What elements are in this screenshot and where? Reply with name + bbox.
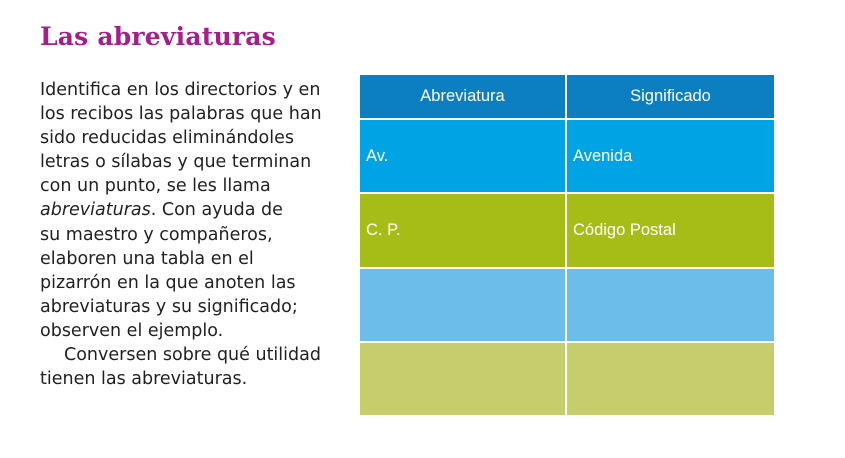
text-line: letras o sílabas y que terminan — [40, 152, 312, 173]
text-line: observen el ejemplo. — [40, 320, 224, 341]
text-fragment: . Con ayuda de — [150, 200, 283, 221]
text-line: sido reducidas eliminándoles — [40, 128, 294, 149]
page-title: Las abreviaturas — [40, 22, 276, 51]
instructions-text — [40, 78, 345, 391]
text-line: pizarrón en la que anoten las — [40, 272, 296, 293]
italic-term: abreviaturas — [40, 200, 151, 221]
text-line: Conversen sobre qué utilidad — [64, 345, 321, 366]
table-row-empty — [359, 268, 775, 342]
cell-abreviatura: C. P. — [359, 193, 566, 268]
cell-significado-empty — [566, 268, 775, 342]
cell-significado: Avenida — [566, 119, 775, 193]
text-line: los recibos las palabras que han — [40, 104, 322, 125]
table-row — [359, 119, 775, 193]
text-line: tienen las abreviaturas. — [40, 369, 248, 390]
header-significado: Significado — [566, 74, 775, 119]
header-abreviatura: Abreviatura — [359, 74, 566, 119]
text-line: Identifica en los directorios y en — [40, 80, 321, 100]
text-line: su maestro y compañeros, — [40, 224, 273, 245]
table-row — [359, 193, 775, 268]
abbreviations-table — [358, 73, 776, 417]
table-row-empty — [359, 342, 775, 416]
cell-significado: Código Postal — [566, 193, 775, 268]
text-line: elaboren una tabla en el — [40, 248, 254, 269]
text-line-italic — [40, 198, 345, 222]
cell-abreviatura-empty — [359, 342, 566, 416]
cell-abreviatura-empty — [359, 268, 566, 342]
cell-abreviatura: Av. — [359, 119, 566, 193]
text-line: abreviaturas y su significado; — [40, 296, 298, 317]
table-header-row — [359, 74, 775, 119]
text-line: con un punto, se les llama — [40, 176, 271, 197]
cell-significado-empty — [566, 342, 775, 416]
